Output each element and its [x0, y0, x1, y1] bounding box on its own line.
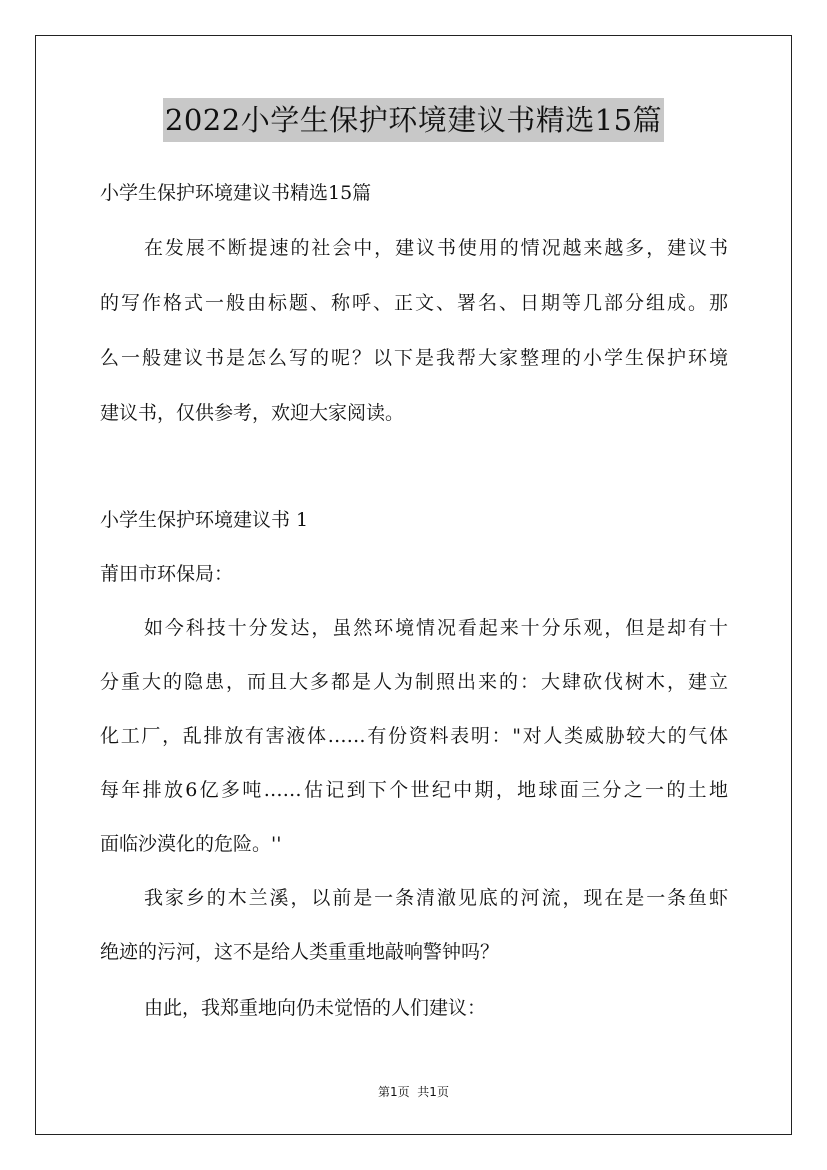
para1-line-3: 化工厂，乱排放有害液体……有份资料表明："对人类威胁较大的气体: [100, 725, 728, 747]
para1-line-1: 如今科技十分发达，虽然环境情况看起来十分乐观，但是却有十: [144, 617, 728, 639]
section-heading: 小学生保护环境建议书 1: [100, 509, 309, 531]
para1-line-2: 分重大的隐患，而且大多都是人为制照出来的：大肆砍伐树木，建立: [100, 671, 728, 693]
title-container: [0, 98, 827, 142]
page-footer: 第1页 共1页: [378, 1085, 449, 1099]
para2-line-1: 我家乡的木兰溪，以前是一条清澈见底的河流，现在是一条鱼虾: [144, 887, 728, 909]
intro-line-1: 在发展不断提速的社会中，建议书使用的情况越来越多，建议书: [144, 237, 728, 259]
para3-line-1: 由此，我郑重地向仍未觉悟的人们建议：: [144, 997, 487, 1019]
intro-line-4: 建议书，仅供参考，欢迎大家阅读。: [100, 402, 405, 424]
salutation: 莆田市环保局：: [100, 563, 234, 585]
document-title: 2022小学生保护环境建议书精选15篇: [163, 98, 664, 142]
intro-line-2: 的写作格式一般由标题、称呼、正文、署名、日期等几部分组成。那: [100, 292, 728, 314]
para2-line-2: 绝迹的污河，这不是给人类重重地敲响警钟吗？: [100, 941, 500, 963]
intro-line-3: 么一般建议书是怎么写的呢？以下是我帮大家整理的小学生保护环境: [100, 347, 728, 369]
para1-line-5: 面临沙漠化的危险。'': [100, 833, 282, 855]
document-subtitle: 小学生保护环境建议书精选15篇: [100, 182, 372, 204]
para1-line-4: 每年排放6亿多吨……估记到下个世纪中期，地球面三分之一的土地: [100, 779, 728, 801]
